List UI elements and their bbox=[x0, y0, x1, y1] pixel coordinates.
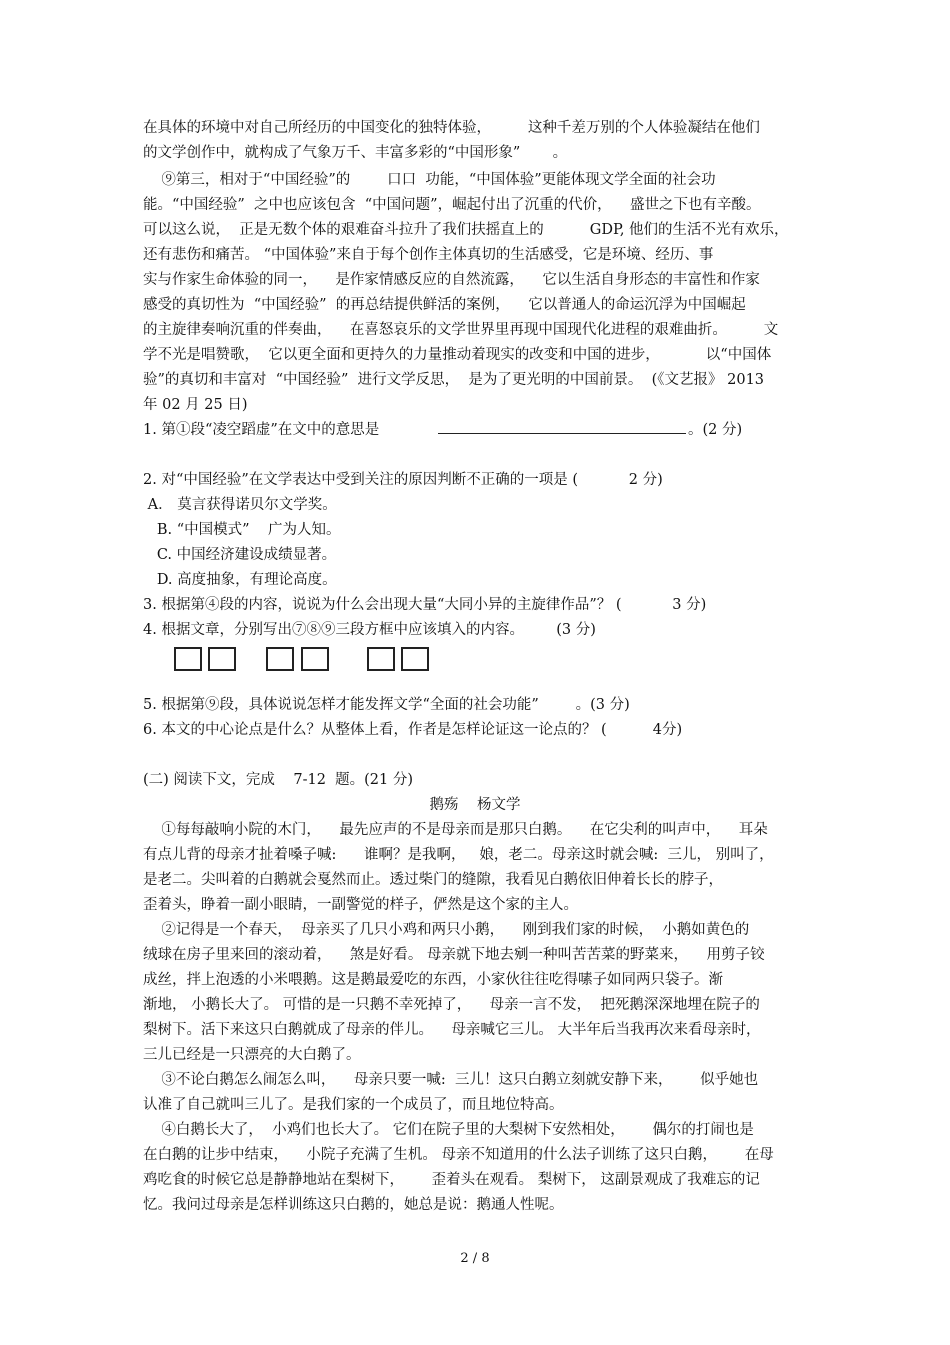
text-line: ②记得是一个春天， 母亲买了几只小鸡和两只小鹅， 刚到我们家的时候， 小鹅如黄色的 bbox=[143, 922, 750, 938]
text-line: 学不光是唱赞歌， 它以更全面和更持久的力量推动着现实的改变和中国的进步， 以“中国体 bbox=[143, 347, 772, 363]
text-line: 还有悲伤和痛苦。 “中国体验”来自于每个创作主体真切的生活感受，它是环境、经历、事 bbox=[143, 247, 714, 263]
question-5: 5. 根据第⑨段，具体说说怎样才能发挥文学“全面的社会功能” 。(3 分) bbox=[143, 697, 630, 713]
answer-box bbox=[367, 647, 395, 671]
text-line: ⑨第三，相对于“中国经验”的 口口 功能，“中国体验”更能体现文学全面的社会功 bbox=[143, 172, 716, 188]
text-line: 能。“中国经验” 之中也应该包含 “中国问题”，崛起付出了沉重的代价， 盛世之下也有辛酸。 bbox=[143, 197, 761, 213]
question-3: 3. 根据第④段的内容，说说为什么会出现大量“大同小异的主旋律作品”？ ( 3 分) bbox=[143, 597, 707, 613]
answer-box bbox=[301, 647, 329, 671]
text-line: 是老二。尖叫着的白鹅就会戛然而止。透过柴门的缝隙，我看见白鹅依旧伸着长长的脖子， bbox=[143, 872, 723, 888]
text-line: 在具体的环境中对自己所经历的中国变化的独特体验， 这种千差万别的个人体验凝结在他们 bbox=[143, 120, 760, 136]
option-b: B. “中国模式” 广为人知。 bbox=[143, 522, 341, 538]
story-title: 鹅殇 杨文学 bbox=[429, 797, 521, 813]
text-line: 可以这么说， 正是无数个体的艰难奋斗拉升了我们扶摇直上的 GDP, 他们的生活不光有欢乐， bbox=[143, 222, 789, 238]
question-1-score: 。(2 分) bbox=[688, 422, 743, 438]
text-line: 实与作家生命体验的同一， 是作家情感反应的自然流露， 它以生活自身形态的丰富性和作家 bbox=[143, 272, 760, 288]
text-line: 绒球在房子里来回的滚动着， 煞是好看。 母亲就下地去剜一种叫苦苦菜的野菜来， 用剪子铰 bbox=[143, 947, 765, 963]
text-line: 的主旋律奏响沉重的伴奏曲， 在喜怒哀乐的文学世界里再现中国现代化进程的艰难曲折。 文 bbox=[143, 322, 779, 338]
text-line: ③不论白鹅怎么闹怎么叫， 母亲只要一喊: 三儿！这只白鹅立刻就安静下来， 似乎她也 bbox=[143, 1072, 759, 1088]
text-line: 验”的真切和丰富对 “中国经验” 进行文学反思， 是为了更光明的中国前景。 (《文艺报》 2013 bbox=[143, 372, 765, 388]
answer-box bbox=[266, 647, 294, 671]
text-line: 成丝，拌上泡透的小米喂鹅。这是鹅最爱吃的东西，小家伙往往吃得嗉子如同两只袋子。渐 bbox=[143, 972, 723, 988]
option-c: C. 中国经济建设成绩显著。 bbox=[143, 547, 337, 563]
text-line: 年 02 月 25 日) bbox=[143, 397, 248, 413]
section-heading: (二) 阅读下文，完成 7-12 题。(21 分) bbox=[143, 772, 414, 788]
text-line: 忆。我问过母亲是怎样训练这只白鹅的，她总是说：鹅通人性呢。 bbox=[143, 1197, 564, 1213]
option-a: A． 莫言获得诺贝尔文学奖。 bbox=[143, 497, 337, 513]
text-line: 有点儿背的母亲才扯着嗓子喊: 谁啊？是我啊， 娘，老二。母亲这时就会喊: 三儿， 别叫了， bbox=[143, 847, 774, 863]
text-line: ①每每敲响小院的木门， 最先应声的不是母亲而是那只白鹅。 在它尖利的叫声中， 耳朵 bbox=[143, 822, 768, 838]
text-line: 的文学创作中，就构成了气象万千、丰富多彩的“中国形象” 。 bbox=[143, 145, 568, 161]
text-line: 认准了自己就叫三儿了。是我们家的一个成员了，而且地位特高。 bbox=[143, 1097, 564, 1113]
answer-box bbox=[174, 647, 202, 671]
text-line: ④白鹅长大了， 小鸡们也长大了。 它们在院子里的大梨树下安然相处， 偶尔的打闹也是 bbox=[143, 1122, 754, 1138]
text-line: 歪着头，睁着一副小眼睛，一副警觉的样子，俨然是这个家的主人。 bbox=[143, 897, 578, 913]
text-line: 三儿已经是一只漂亮的大白鹅了。 bbox=[143, 1047, 361, 1063]
question-2: 2. 对“中国经验”在文学表达中受到关注的原因判断不正确的一项是 ( 2 分) bbox=[143, 472, 663, 488]
question-1: 1. 第①段“凌空蹈虚”在文中的意思是 bbox=[143, 422, 380, 438]
answer-blank bbox=[438, 433, 686, 434]
option-d: D. 高度抽象，有理论高度。 bbox=[143, 572, 337, 588]
answer-box bbox=[208, 647, 236, 671]
page-number: 2 / 8 bbox=[460, 1251, 490, 1266]
text-line: 在白鹅的让步中结束， 小院子充满了生机。 母亲不知道用的什么法子训练了这只白鹅， 在母 bbox=[143, 1147, 774, 1163]
question-6: 6. 本文的中心论点是什么？从整体上看，作者是怎样论证这一论点的？ ( 4分) bbox=[143, 722, 683, 738]
text-line: 渐地， 小鹅长大了。 可惜的是一只鹅不幸死掉了， 母亲一言不发， 把死鹅深深地埋在院子的 bbox=[143, 997, 760, 1013]
answer-box bbox=[401, 647, 429, 671]
question-4: 4. 根据文章，分别写出⑦⑧⑨三段方框中应该填入的内容。 (3 分) bbox=[143, 622, 596, 638]
text-line: 感受的真切性为 “中国经验” 的再总结提供鲜活的案例， 它以普通人的命运沉浮为中国崛起 bbox=[143, 297, 746, 313]
text-line: 鸡吃食的时候它总是静静地站在梨树下， 歪着头在观看。 梨树下， 这副景观成了我难忘的记 bbox=[143, 1172, 760, 1188]
text-line: 梨树下。活下来这只白鹅就成了母亲的伴儿。 母亲喊它三儿。 大半年后当我再次来看母亲时， bbox=[143, 1022, 761, 1038]
